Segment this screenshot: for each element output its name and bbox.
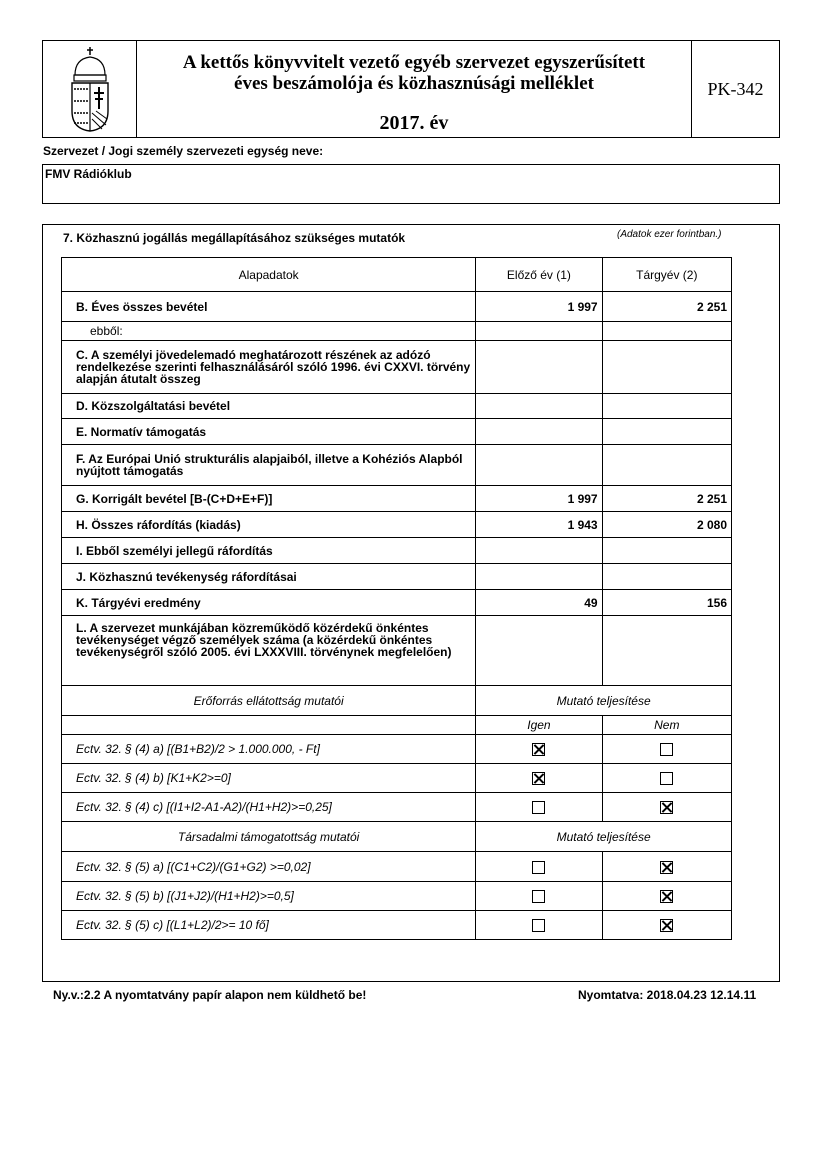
- table-row: [62, 394, 732, 419]
- section-note: (Adatok ezer forintban.): [617, 229, 722, 240]
- value-prev: [476, 445, 602, 486]
- form-year: 2017. év: [379, 112, 449, 134]
- indicator-label: Ectv. 32. § (4) a) [(B1+B2)/2 > 1.000.000, - Ft]: [62, 735, 476, 764]
- row-label: D. Közszolgáltatási bevétel: [62, 394, 476, 419]
- table-row: [62, 512, 732, 538]
- empty-cell: [62, 716, 476, 735]
- table-row: [62, 590, 732, 616]
- table-header-row: [62, 258, 732, 292]
- social-indicators-header: Társadalmi támogatottság mutatói: [62, 822, 476, 852]
- indicator-label: Ectv. 32. § (5) c) [(L1+L2)/2>= 10 fő]: [62, 911, 476, 940]
- indicators-table: [61, 257, 732, 940]
- checkbox-no[interactable]: [660, 890, 673, 903]
- value-prev: 49: [476, 590, 602, 616]
- checkbox-no[interactable]: [660, 801, 673, 814]
- indicator-row: [62, 793, 732, 822]
- organization-name: FMV Rádióklub: [45, 167, 132, 181]
- section-title: 7. Közhasznú jogállás megállapításához szükséges mutatók: [63, 231, 406, 245]
- value-curr: [602, 445, 731, 486]
- value-prev: 1 943: [476, 512, 602, 538]
- row-label: L. A szervezet munkájában közreműködő közérdekű önkéntes tevékenységet végző személyek száma (a közérdekű önkéntes tevékenységről szóló 2005. évi LXXXVIII. törvénynek megfelelően): [62, 616, 476, 686]
- value-prev: [476, 419, 602, 445]
- value-curr: 156: [602, 590, 731, 616]
- value-curr: 2 251: [602, 486, 731, 512]
- row-label: I. Ebből személyi jellegű ráfordítás: [62, 538, 476, 564]
- table-row: [62, 445, 732, 486]
- checkbox-yes[interactable]: [532, 772, 545, 785]
- indicator-row: [62, 882, 732, 911]
- value-curr: [602, 616, 731, 686]
- row-label: F. Az Európai Unió strukturális alapjaiból, illetve a Kohéziós Alapból nyújtott támogatás: [62, 445, 476, 486]
- value-prev: [476, 322, 602, 341]
- table-row: [62, 564, 732, 590]
- row-label: B. Éves összes bevétel: [62, 292, 476, 322]
- checkbox-no[interactable]: [660, 743, 673, 756]
- form-header: [42, 40, 780, 138]
- table-row: [62, 341, 732, 394]
- table-row: [62, 419, 732, 445]
- social-header-row: [62, 822, 732, 852]
- indicator-label: Ectv. 32. § (4) b) [K1+K2>=0]: [62, 764, 476, 793]
- column-header: Tárgyév (2): [602, 258, 731, 292]
- fulfilment-header: Mutató teljesítése: [476, 686, 732, 716]
- value-curr: 2 080: [602, 512, 731, 538]
- indicator-label: Ectv. 32. § (5) b) [(J1+J2)/(H1+H2)>=0,5]: [62, 882, 476, 911]
- yes-header: Igen: [476, 716, 602, 735]
- value-prev: 1 997: [476, 292, 602, 322]
- table-row: [62, 616, 732, 686]
- value-prev: [476, 394, 602, 419]
- indicators-section: [42, 224, 780, 982]
- value-prev: [476, 538, 602, 564]
- indicator-row: [62, 852, 732, 882]
- checkbox-no[interactable]: [660, 861, 673, 874]
- value-curr: [602, 419, 731, 445]
- value-prev: [476, 616, 602, 686]
- value-curr: [602, 341, 731, 394]
- value-prev: 1 997: [476, 486, 602, 512]
- column-header: Előző év (1): [476, 258, 602, 292]
- checkbox-yes[interactable]: [532, 919, 545, 932]
- table-row: [62, 538, 732, 564]
- value-curr: [602, 564, 731, 590]
- table-row: [62, 486, 732, 512]
- checkbox-yes[interactable]: [532, 801, 545, 814]
- logo-cell: [43, 41, 137, 137]
- row-label: G. Korrigált bevétel [B-(C+D+E+F)]: [62, 486, 476, 512]
- value-prev: [476, 564, 602, 590]
- fulfilment-header: Mutató teljesítése: [476, 822, 732, 852]
- column-header: Alapadatok: [62, 258, 476, 292]
- footer-version-note: Ny.v.:2.2 A nyomtatvány papír alapon nem küldhető be!: [53, 988, 367, 1002]
- value-curr: 2 251: [602, 292, 731, 322]
- value-prev: [476, 341, 602, 394]
- checkbox-yes[interactable]: [532, 743, 545, 756]
- value-curr: [602, 538, 731, 564]
- row-label: C. A személyi jövedelemadó meghatározott részének az adózó rendelkezése szerinti felhasználásáról szóló 1996. évi CXXVI. törvény alapján átutalt összeg: [62, 341, 476, 394]
- footer-print-date: Nyomtatva: 2018.04.23 12.14.11: [578, 988, 757, 1002]
- row-label: ebből:: [62, 322, 476, 341]
- coat-of-arms-icon: [69, 45, 111, 133]
- form-title: [137, 41, 691, 137]
- row-label: J. Közhasznú tevékenység ráfordításai: [62, 564, 476, 590]
- value-curr: [602, 322, 731, 341]
- form-code: PK-342: [691, 41, 779, 137]
- checkbox-no[interactable]: [660, 919, 673, 932]
- row-label: K. Tárgyévi eredmény: [62, 590, 476, 616]
- row-label: E. Normatív támogatás: [62, 419, 476, 445]
- yes-no-header-row: [62, 716, 732, 735]
- checkbox-yes[interactable]: [532, 890, 545, 903]
- indicator-label: Ectv. 32. § (4) c) [(I1+I2-A1-A2)/(H1+H2)>=0,25]: [62, 793, 476, 822]
- resource-indicators-header: Erőforrás ellátottság mutatói: [62, 686, 476, 716]
- indicator-row: [62, 911, 732, 940]
- table-row: [62, 322, 732, 341]
- value-curr: [602, 394, 731, 419]
- organization-label: Szervezet / Jogi személy szervezeti egység neve:: [43, 144, 324, 158]
- indicator-row: [62, 764, 732, 793]
- row-label: H. Összes ráfordítás (kiadás): [62, 512, 476, 538]
- checkbox-yes[interactable]: [532, 861, 545, 874]
- title-line-2: éves beszámolója és közhasznúsági melléklet: [234, 73, 594, 94]
- table-row: [62, 292, 732, 322]
- indicator-label: Ectv. 32. § (5) a) [(C1+C2)/(G1+G2) >=0,02]: [62, 852, 476, 882]
- indicator-row: [62, 735, 732, 764]
- title-line-1: A kettős könyvvitelt vezető egyéb szervezet egyszerűsített: [182, 52, 646, 73]
- no-header: Nem: [602, 716, 731, 735]
- organization-name-field: [42, 164, 780, 204]
- checkbox-no[interactable]: [660, 772, 673, 785]
- resource-header-row: [62, 686, 732, 716]
